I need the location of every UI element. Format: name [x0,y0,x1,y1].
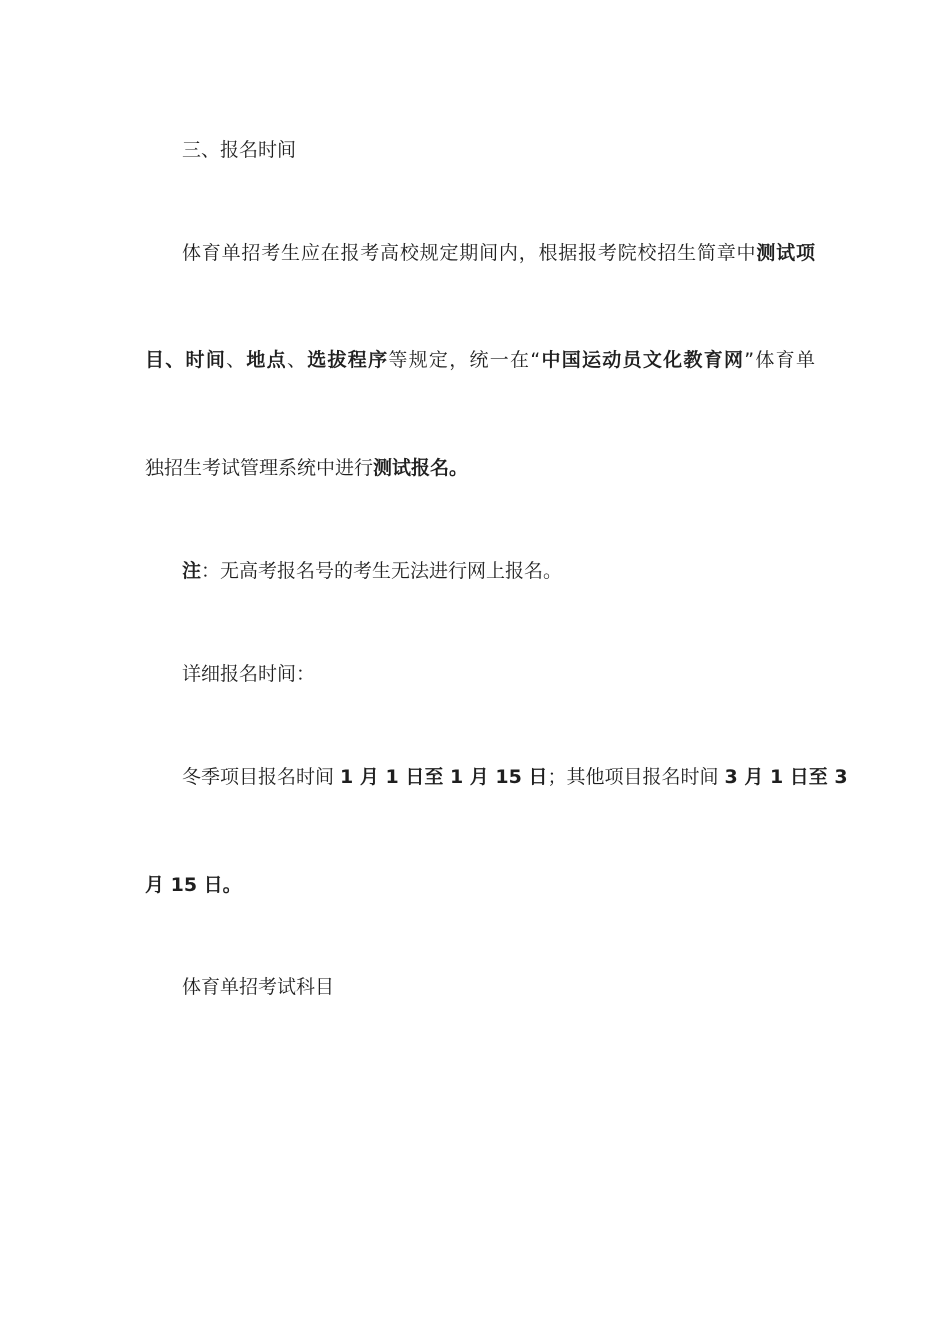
section-heading-exam-subjects: 体育单招考试科目 [182,976,335,998]
paragraph-line-2 [145,346,815,374]
text-run: 测试报名。 [373,457,469,479]
note-line [182,557,815,585]
text-run: ；其他项目报名时间 [547,766,725,788]
text-run: 目、时间 [145,349,227,371]
schedule-line-2 [145,871,815,899]
paragraph-line-3 [145,454,815,482]
text-run: 独招生考试管理系统中进行 [145,457,374,479]
text-run: 3 月 1 日至 3 [724,766,848,788]
schedule-line-1 [182,763,848,791]
text-run: 体育单招考生应在报考高校规定期间内，根据报考院校招生简章中 [182,242,757,264]
text-run: 冬季项目报名时间 [182,766,341,788]
text-run: 、 [286,349,308,371]
paragraph-line-1 [182,239,815,267]
note-text: ：无高考报名号的考生无法进行网上报名。 [201,560,563,582]
text-run: 选拔程序 [307,349,389,371]
note-label: 注 [182,560,202,582]
text-run: 月 15 日。 [145,874,242,896]
text-run: 等规定，统一在“ [388,349,541,371]
section-heading-registration-time: 三、报名时间 [182,139,297,161]
text-run: 中国运动员文化教育网 [540,349,745,371]
text-run: 测试项 [756,242,815,264]
text-run: 、 [226,349,247,371]
detail-time-label: 详细报名时间： [182,663,316,685]
text-run: 1 月 1 日至 1 月 15 日 [340,766,548,788]
text-run: ”体育单 [744,349,815,371]
text-run: 地点 [246,349,287,371]
